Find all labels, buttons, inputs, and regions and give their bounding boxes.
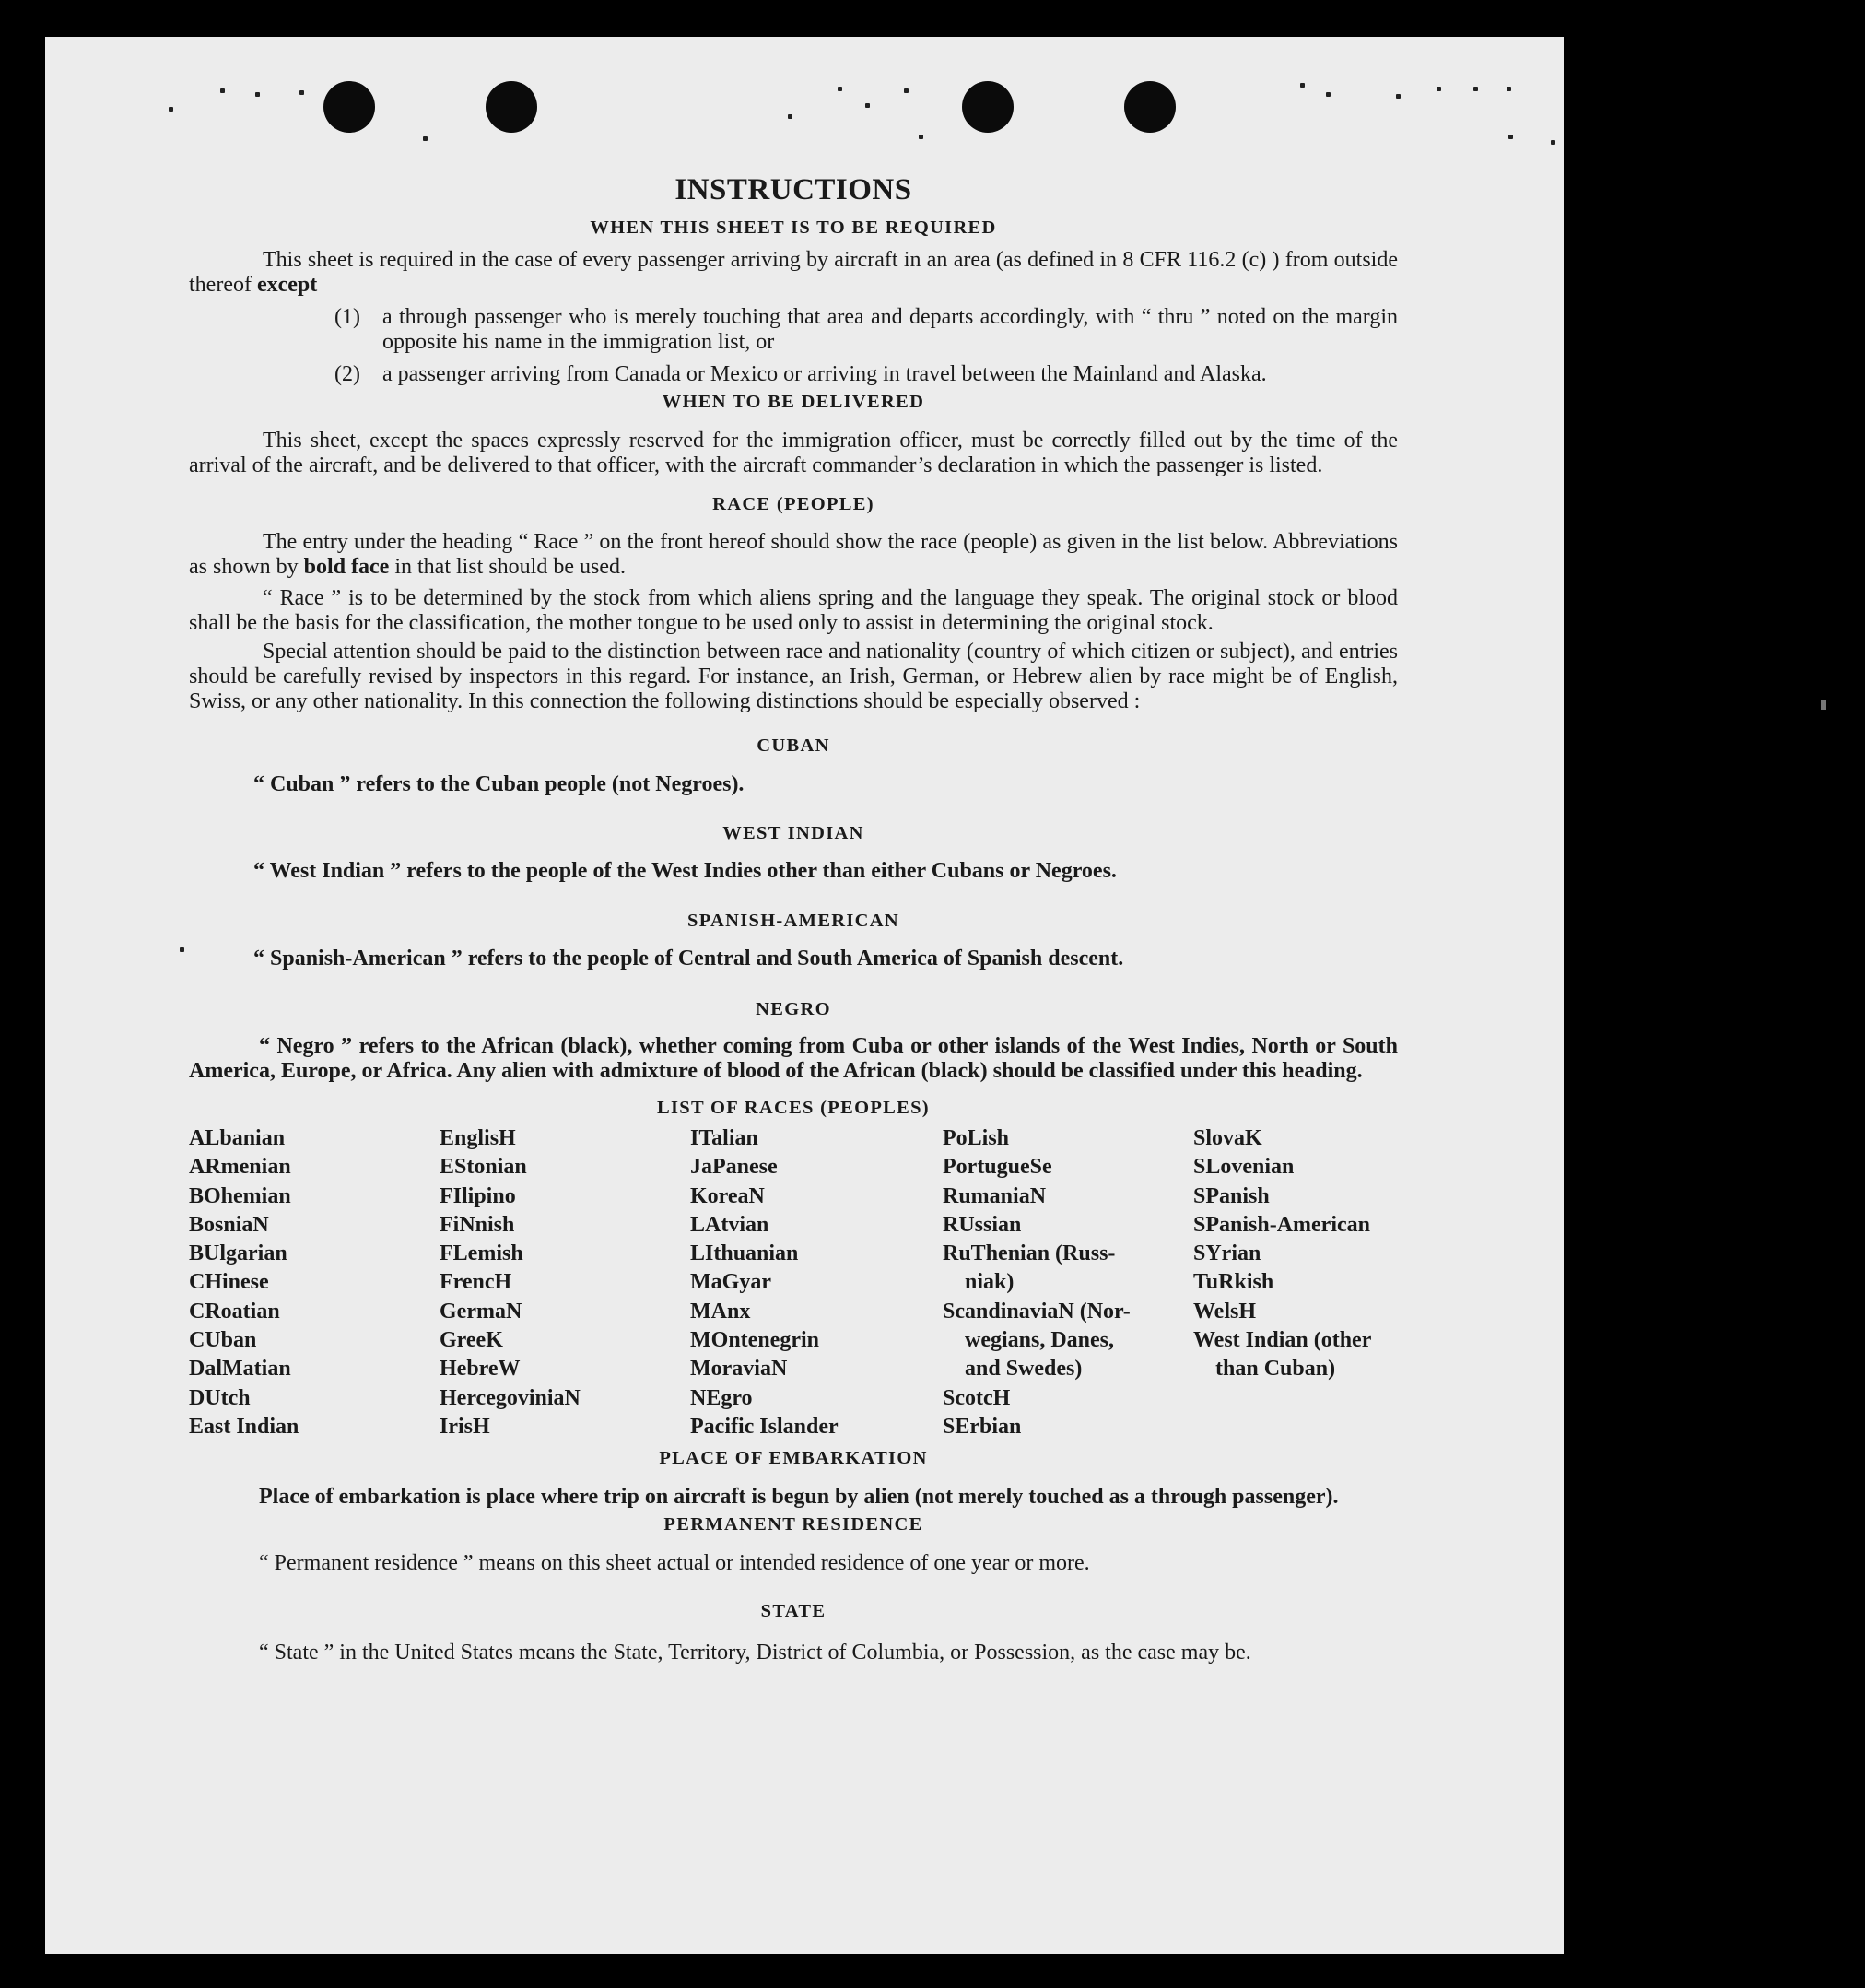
speck [1508, 135, 1513, 139]
speck [838, 87, 842, 91]
race-paragraph-2: “ Race ” is to be determined by the stock from which aliens spring and the language they speak. The original stock or blood shall be the basis for the classification, the mother tongue to be used only to assist in determining the original stock. [189, 586, 1398, 635]
races-column-5 [1193, 1124, 1405, 1441]
west-indian-text: “ West Indian ” refers to the people of the West Indies other than either Cubans or Negroes. [253, 859, 1117, 883]
heading-spanish-american: SPANISH-AMERICAN [687, 911, 899, 931]
punch-hole [486, 81, 537, 133]
race-entry: KoreaN [690, 1183, 765, 1208]
speck [423, 136, 428, 141]
race-entry: HebreW [440, 1357, 521, 1382]
speck [865, 103, 870, 108]
race-entry: GermaN [440, 1299, 522, 1323]
when-delivered-text: This sheet, except the spaces expressly reserved for the immigration officer, must be correctly filled out by the time of the arrival of the aircraft, and be delivered to that officer, with the aircraft commander’s declaration in which the passenger is listed. [189, 429, 1398, 477]
speck [169, 107, 173, 112]
race-entry: FrencH [440, 1270, 512, 1295]
race-paragraph-1-text: The entry under the heading “ Race ” on the front hereof should show the race (people) as given in the list below. Abbreviations as shown by [189, 530, 1398, 579]
race-entry-continued: wegians, Danes, [965, 1328, 1115, 1353]
exception-text: a passenger arriving from Canada or Mexico or arriving in travel between the Mainland and Alaska. [382, 362, 1267, 386]
races-column-3 [690, 1124, 943, 1441]
races-column-1 [189, 1124, 440, 1441]
punch-hole [323, 81, 375, 133]
race-entry: WelsH [1193, 1299, 1257, 1323]
race-entry: Pacific Islander [690, 1414, 839, 1439]
races-table [189, 1124, 1398, 1441]
race-entry: JaPanese [690, 1155, 778, 1180]
race-entry: West Indian (other [1193, 1328, 1372, 1353]
permanent-residence-text: “ Permanent residence ” means on this sheet actual or intended residence of one year or more. [259, 1551, 1090, 1576]
negro-text: “ Negro ” refers to the African (black), whether coming from Cuba or other islands of the West Indies, North or South America, Europe, or Africa. Any alien with admixture of blood of the African (black) should be classified under this heading. [189, 1034, 1398, 1083]
race-entry: FIlipino [440, 1183, 516, 1208]
race-entry: SErbian [943, 1414, 1022, 1439]
speck [1326, 92, 1331, 97]
race-entry: SLovenian [1193, 1155, 1295, 1180]
race-entry: ALbanian [189, 1126, 286, 1150]
race-entry: CUban [189, 1328, 257, 1353]
race-entry-continued: niak) [965, 1270, 1015, 1295]
race-entry: SPanish [1193, 1183, 1270, 1208]
race-entry: MOntenegrin [690, 1328, 819, 1353]
when-required-intro-text: This sheet is required in the case of every passenger arriving by aircraft in an area (as defined in 8 CFR 116.2 (c) ) from outside thereof [189, 248, 1398, 297]
page-title: INSTRUCTIONS [674, 173, 912, 206]
heading-negro: NEGRO [756, 999, 831, 1019]
speck [299, 90, 304, 95]
race-bold-face: bold face [303, 555, 390, 579]
race-entry-continued: and Swedes) [965, 1357, 1083, 1382]
speck [220, 88, 225, 93]
race-paragraph-3: Special attention should be paid to the distinction between race and nationality (country of which citizen or subject), and entries should be carefully revised by inspectors in this regard. For instance, an Irish, German, or Hebrew alien by race might be of English, Swiss, or any other nationality. In this connection the following distinctions should be especially observed : [189, 640, 1398, 713]
scan-mark [1821, 700, 1826, 710]
exception-text: a through passenger who is merely touching that area and departs accordingly, with “ thru ” noted on the margin opposite his name in the immigration list, or [382, 305, 1398, 354]
race-entry: MAnx [690, 1299, 751, 1323]
instructions-body [189, 171, 1398, 1669]
race-entry: SPanish-American [1193, 1212, 1370, 1237]
heading-when-delivered: WHEN TO BE DELIVERED [662, 392, 925, 412]
race-entry: TuRkish [1193, 1270, 1274, 1295]
race-entry: PortugueSe [943, 1155, 1052, 1180]
race-entry: DUtch [189, 1385, 251, 1410]
speck [255, 92, 260, 97]
punch-hole [962, 81, 1014, 133]
race-entry: ScandinaviaN (Nor- [943, 1299, 1131, 1323]
exception-item-1 [334, 305, 1398, 355]
speck [1396, 94, 1401, 99]
race-paragraph-1-end: in that list should be used. [394, 555, 626, 579]
races-column-4 [943, 1124, 1193, 1441]
race-entry: SYrian [1193, 1241, 1261, 1266]
race-paragraph-1 [189, 530, 1398, 580]
when-required-intro [189, 248, 1398, 298]
speck [1473, 87, 1478, 91]
race-entry: LAtvian [690, 1212, 769, 1237]
heading-cuban: CUBAN [757, 735, 830, 756]
spanish-american-text: “ Spanish-American ” refers to the people of Central and South America of Spanish descent. [253, 947, 1124, 970]
race-entry: IrisH [440, 1414, 490, 1439]
race-entry: SlovaK [1193, 1126, 1262, 1150]
race-entry: CRoatian [189, 1299, 280, 1323]
race-entry: PoLish [943, 1126, 1010, 1150]
race-entry: ScotcH [943, 1385, 1011, 1410]
exception-number: (2) [334, 362, 360, 386]
heading-when-required: WHEN THIS SHEET IS TO BE REQUIRED [590, 218, 997, 238]
speck [788, 114, 792, 119]
race-entry: DalMatian [189, 1357, 291, 1382]
exception-item-2 [334, 362, 1398, 387]
heading-embarkation: PLACE OF EMBARKATION [659, 1448, 928, 1469]
speck [1551, 140, 1555, 145]
races-column-2 [440, 1124, 690, 1441]
race-entry: RUssian [943, 1212, 1022, 1237]
punch-hole [1124, 81, 1176, 133]
cuban-text: “ Cuban ” refers to the Cuban people (not Negroes). [253, 772, 745, 796]
race-entry: East Indian [189, 1414, 299, 1439]
race-entry: FiNnish [440, 1212, 515, 1237]
race-entry: RumaniaN [943, 1183, 1047, 1208]
when-required-except: except [256, 273, 318, 297]
embarkation-text: Place of embarkation is place where trip on aircraft is begun by alien (not merely touched as a through passenger). [259, 1485, 1339, 1510]
heading-state: STATE [760, 1601, 827, 1622]
heading-race: RACE (PEOPLE) [712, 494, 874, 514]
speck [180, 947, 184, 952]
race-entry-continued: than Cuban) [1215, 1357, 1336, 1382]
race-entry: CHinese [189, 1270, 269, 1295]
race-entry: RuThenian (Russ- [943, 1241, 1116, 1266]
heading-permanent-residence: PERMANENT RESIDENCE [663, 1514, 923, 1535]
speck [1437, 87, 1441, 91]
race-entry: ITalian [690, 1126, 758, 1150]
race-entry: NEgro [690, 1385, 753, 1410]
race-entry: EnglisH [440, 1126, 516, 1150]
heading-west-indian: WEST INDIAN [722, 823, 864, 843]
speck [904, 88, 909, 93]
speck [1300, 83, 1305, 88]
race-entry: HercegoviniaN [440, 1385, 581, 1410]
race-entry: BUlgarian [189, 1241, 287, 1266]
state-text: “ State ” in the United States means the State, Territory, District of Columbia, or Possession, as the case may be. [259, 1641, 1251, 1665]
race-entry: EStonian [440, 1155, 527, 1180]
race-entry: BOhemian [189, 1183, 291, 1208]
speck [1507, 87, 1511, 91]
speck [919, 135, 923, 139]
document-page [45, 37, 1564, 1954]
race-entry: ARmenian [189, 1155, 291, 1180]
race-entry: MoraviaN [690, 1357, 788, 1382]
heading-list-of-races: LIST OF RACES (PEOPLES) [657, 1098, 930, 1118]
race-entry: BosniaN [189, 1212, 269, 1237]
race-entry: FLemish [440, 1241, 523, 1266]
race-entry: LIthuanian [690, 1241, 799, 1266]
exception-number: (1) [334, 305, 360, 329]
race-entry: GreeK [440, 1328, 503, 1353]
race-entry: MaGyar [690, 1270, 771, 1295]
